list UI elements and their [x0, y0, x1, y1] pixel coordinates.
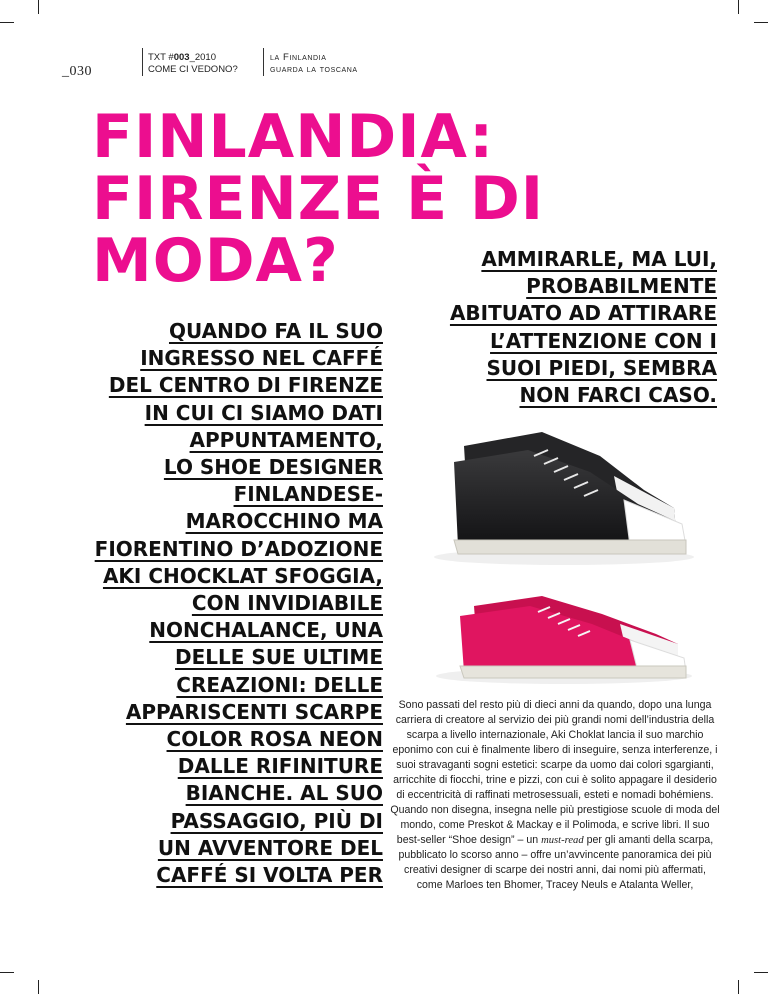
header-divider: [142, 48, 143, 76]
pullquote-line: [40, 780, 383, 807]
pullquote-line: [382, 355, 717, 382]
pullquote-line: [40, 481, 383, 508]
pullquote-line: [40, 835, 383, 862]
pullquote-text: AKI CHOCKLAT SFOGGIA,: [102, 563, 383, 588]
headline-line: FINLANDIA:: [92, 102, 495, 172]
pullquote-text: DALLE RIFINITURE: [177, 754, 383, 779]
pullquote-line: [382, 246, 717, 273]
pullquote-line: [382, 328, 717, 355]
headline-line: MODA?: [92, 226, 339, 296]
pullquote-text: PASSAGGIO, PIÙ DI: [170, 808, 383, 833]
pullquote-line: [40, 508, 383, 535]
issue-prefix: TXT #: [148, 52, 174, 63]
headline-line: FIRENZE È DI: [92, 164, 545, 234]
topic-info: [270, 52, 358, 76]
pullquote-text: ABITUATO AD ATTIRARE: [449, 301, 717, 326]
pullquote-line: [382, 300, 717, 327]
pullquote-text: NONCHALANCE, UNA: [149, 618, 383, 643]
pullquote-text: CON INVIDIABILE: [191, 591, 383, 616]
pullquote-line: [40, 590, 383, 617]
crop-mark: [754, 22, 768, 23]
pullquote-line: [40, 372, 383, 399]
pullquote-text: FINLANDESE-: [233, 482, 383, 507]
pullquote-text: NON FARCI CASO.: [519, 383, 717, 408]
topic-line-2: guarda la toscana: [270, 64, 358, 75]
section-label: COME CI VEDONO?: [148, 64, 238, 75]
pullquote-line: [40, 672, 383, 699]
pullquote-text: CAFFÉ SI VOLTA PER: [156, 863, 383, 888]
pullquote-line: [40, 318, 383, 345]
pullquote-line: [40, 726, 383, 753]
pullquote-line: [382, 273, 717, 300]
pullquote-line: [40, 808, 383, 835]
issue-info: [148, 52, 238, 76]
pullquote-right: [382, 246, 717, 409]
pullquote-text: L’ATTENZIONE CON I: [490, 328, 717, 353]
pullquote-text: APPARISCENTI SCARPE: [125, 699, 383, 724]
pullquote-line: [40, 644, 383, 671]
pullquote-text: APPUNTAMENTO,: [189, 427, 383, 452]
pullquote-text: QUANDO FA IL SUO: [168, 319, 383, 343]
body-text: Sono passati del resto più di dieci anni da quando, dopo una lunga carriera di creatore al servizio dei più grandi nomi dell’industria della scarpa a livello internazionale, Aki Choklat lancia il suo marchio eponimo con cui è finalmente libero di inseguire, senza interferenze, i suoi stravaganti sogni estetici: scarpe da uomo dai colori sgargianti, arricchite di fiocchi, trine e pizzi, con cui è solito appagare il desiderio di eccentricità di raffinati metrosessuali, esteti e nomadi bohémiens. Quando non disegna, insegna nelle più prestigiose scuole di moda del mondo, come Preskot & Mackay e il Polimoda, e scrive libri. Il suo best-seller “Shoe design” – un: [390, 699, 720, 846]
pullquote-text: SUOI PIEDI, SEMBRA: [486, 355, 717, 380]
pullquote-line: [40, 345, 383, 372]
crop-mark: [738, 0, 739, 14]
pullquote-line: [382, 382, 717, 409]
pullquote-text: IN CUI CI SIAMO DATI: [144, 400, 383, 425]
page-number: _030: [62, 64, 92, 79]
crop-mark: [738, 980, 739, 994]
pullquote-text: DELLE SUE ULTIME: [175, 645, 383, 670]
pullquote-text: LO SHOE DESIGNER: [163, 455, 383, 480]
header-divider: [263, 48, 264, 76]
crop-mark: [0, 22, 14, 23]
pullquote-text: AMMIRARLE, MA LUI,: [481, 247, 717, 271]
pullquote-left: [40, 318, 383, 889]
black-shoe-photo: [424, 412, 704, 572]
pullquote-line: [40, 699, 383, 726]
topic-line-1: la Finlandia: [270, 52, 327, 63]
pullquote-line: [40, 753, 383, 780]
pullquote-line: [40, 617, 383, 644]
pullquote-text: INGRESSO NEL CAFFÉ: [140, 346, 383, 371]
issue-number: 003: [173, 52, 190, 63]
article-body: [390, 698, 720, 893]
body-text: per gli amanti della scarpa, pubblicato lo scorso anno – offre un’avvincente panoramica dei più creativi designer di scarpe dei nostri anni, dai nomi più affermati, come Marloes ten Bhomer, Tracey Neuls e Atalanta Weller,: [398, 834, 714, 891]
pullquote-line: [40, 400, 383, 427]
issue-year: _2010: [189, 52, 216, 63]
pullquote-line: [40, 427, 383, 454]
pullquote-line: [40, 563, 383, 590]
crop-mark: [38, 0, 39, 14]
pullquote-text: DEL CENTRO DI FIRENZE: [108, 373, 383, 398]
pullquote-text: CREAZIONI: DELLE: [176, 672, 383, 697]
pullquote-text: UN AVVENTORE DEL: [157, 835, 383, 860]
crop-mark: [38, 980, 39, 994]
body-italic: must-read: [541, 835, 584, 846]
crop-mark: [0, 972, 14, 973]
pullquote-text: BIANCHE. AL SUO: [185, 781, 383, 806]
pullquote-line: [40, 536, 383, 563]
pink-shoe-photo: [424, 578, 704, 688]
pullquote-text: FIORENTINO D’ADOZIONE: [94, 536, 383, 561]
crop-mark: [754, 972, 768, 973]
pullquote-line: [40, 454, 383, 481]
pullquote-text: PROBABILMENTE: [526, 274, 717, 299]
issue-line: [148, 52, 238, 64]
pullquote-text: MAROCCHINO MA: [185, 509, 383, 534]
pullquote-text: COLOR ROSA NEON: [166, 727, 383, 752]
pullquote-line: [40, 862, 383, 889]
